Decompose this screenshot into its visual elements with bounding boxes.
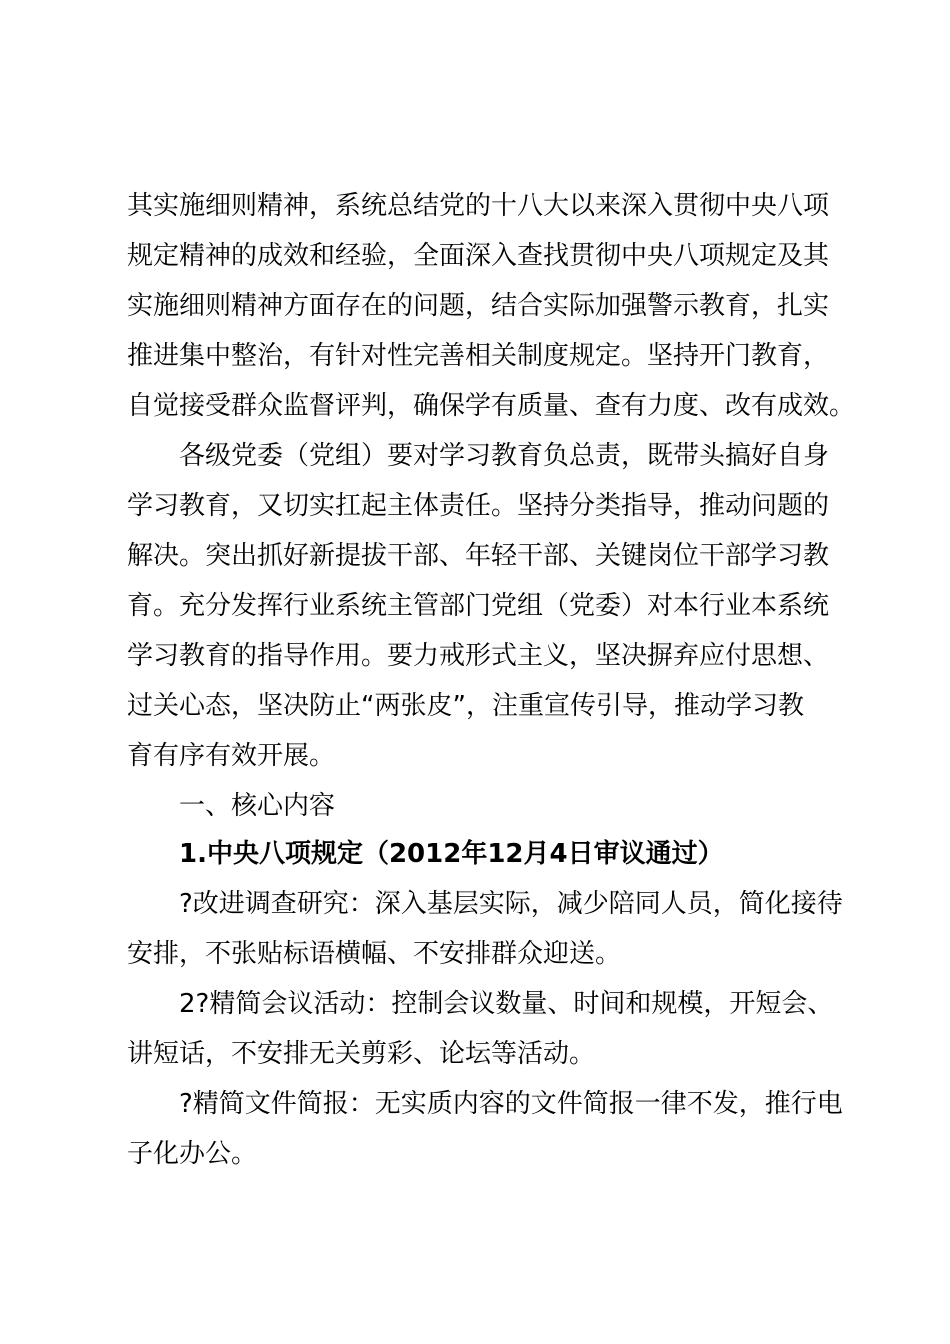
- list-item-line: 子化办公。: [127, 1139, 258, 1169]
- list-item-line: ?精简文件简报：无实质内容的文件简报一律不发，推行电: [179, 1089, 843, 1119]
- list-item-line: 2?精简会议活动：控制会议数量、时间和规模，开短会、: [179, 989, 834, 1019]
- paragraph-line: 解决。突出抓好新提拔干部、年轻干部、关键岗位干部学习教: [127, 541, 830, 571]
- section-heading: 一、核心内容: [179, 791, 336, 821]
- paragraph-line: 学习教育的指导作用。要力戒形式主义，坚决摒弃应付思想、: [127, 641, 830, 671]
- paragraph-line: 各级党委（党组）要对学习教育负总责，既带头搞好自身: [179, 441, 830, 471]
- paragraph-line: 规定精神的成效和经验，全面深入查找贯彻中央八项规定及其: [127, 241, 830, 271]
- paragraph-line: 学习教育，又切实扛起主体责任。坚持分类指导，推动问题的: [127, 491, 830, 521]
- paragraph-line: 过关心态，坚决防止“两张皮”，注重宣传引导，推动学习教: [127, 691, 804, 721]
- paragraph-line: 其实施细则精神，系统总结党的十八大以来深入贯彻中央八项: [127, 191, 830, 221]
- paragraph-line: 育。充分发挥行业系统主管部门党组（党委）对本行业本系统: [127, 591, 830, 621]
- subsection-heading: 1.中央八项规定（2012年12月4日审议通过）: [179, 839, 724, 869]
- paragraph-line: 实施细则精神方面存在的问题，结合实际加强警示教育，扎实: [127, 291, 830, 321]
- list-item-line: ?改进调查研究：深入基层实际，减少陪同人员，简化接待: [179, 889, 843, 919]
- paragraph-line: 自觉接受群众监督评判，确保学有质量、查有力度、改有成效。: [127, 391, 856, 421]
- list-item-line: 讲短话，不安排无关剪彩、论坛等活动。: [127, 1039, 596, 1069]
- paragraph-line: 育有序有效开展。: [127, 741, 336, 771]
- list-item-line: 安排，不张贴标语横幅、不安排群众迎送。: [127, 939, 622, 969]
- paragraph-line: 推进集中整治，有针对性完善相关制度规定。坚持开门教育，: [127, 341, 830, 371]
